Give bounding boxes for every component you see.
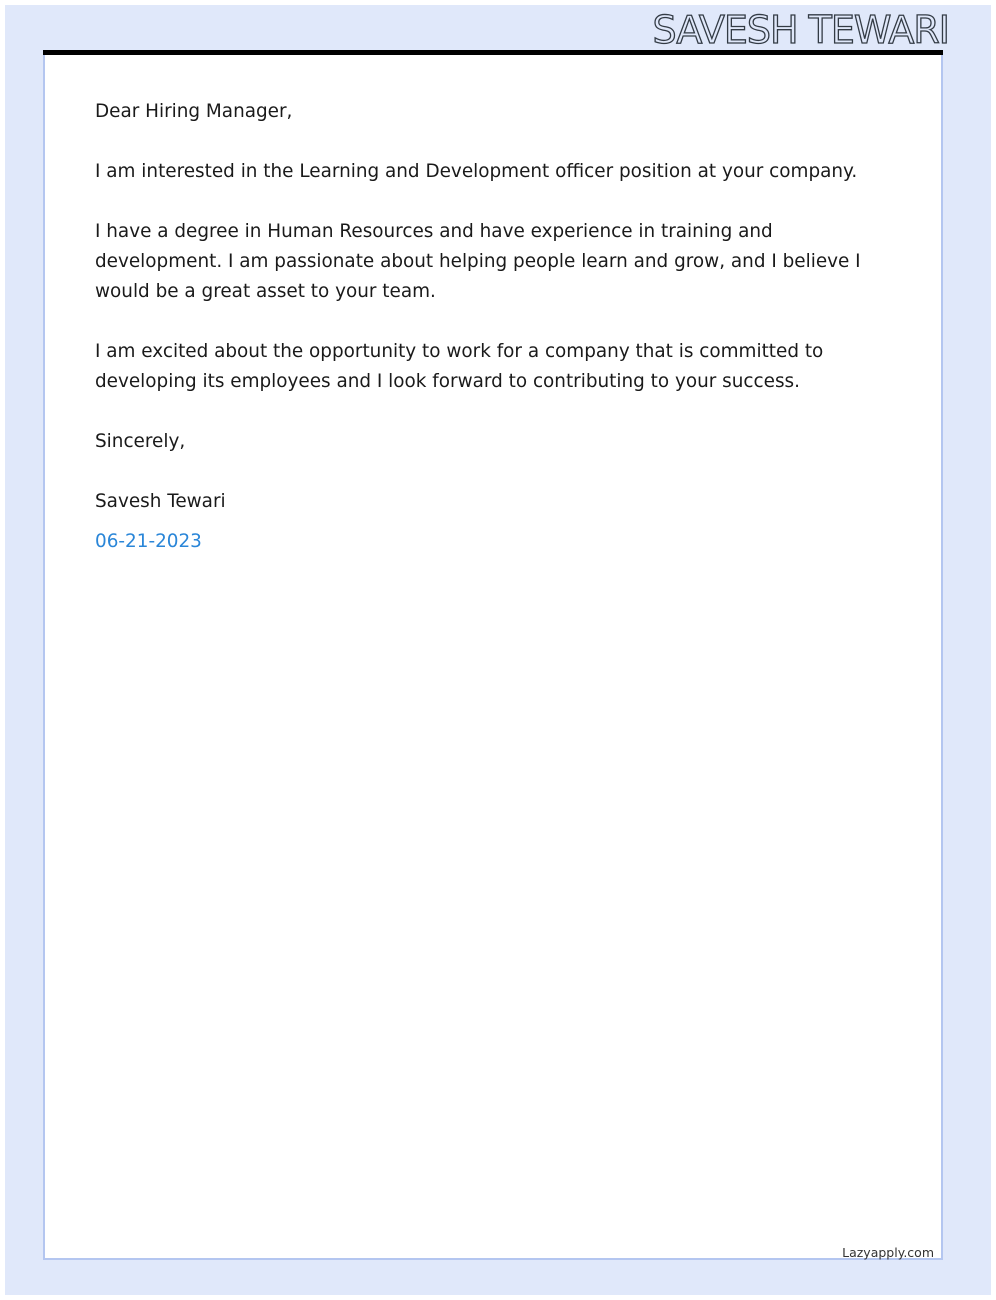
salutation: Dear Hiring Manager, (95, 101, 293, 122)
letter-body (95, 97, 885, 557)
paragraph-interest: I am interested in the Learning and Development officer position at your company. (95, 161, 858, 182)
applicant-name-heading: SAVESH TEWARI (652, 8, 949, 52)
paragraph-experience: I have a degree in Human Resources and have experience in training and development. I am passionate about helping people learn and grow, and I believe I would be a great asset to your team. (95, 221, 861, 302)
closing: Sincerely, (95, 431, 186, 452)
letter-date: 06-21-2023 (95, 531, 202, 552)
signature-name: Savesh Tewari (95, 491, 226, 512)
paragraph-motivation: I am excited about the opportunity to work for a company that is committed to developing its employees and I look forward to contributing to your success. (95, 341, 824, 392)
footer-credit: Lazyapply.com (842, 1245, 934, 1260)
